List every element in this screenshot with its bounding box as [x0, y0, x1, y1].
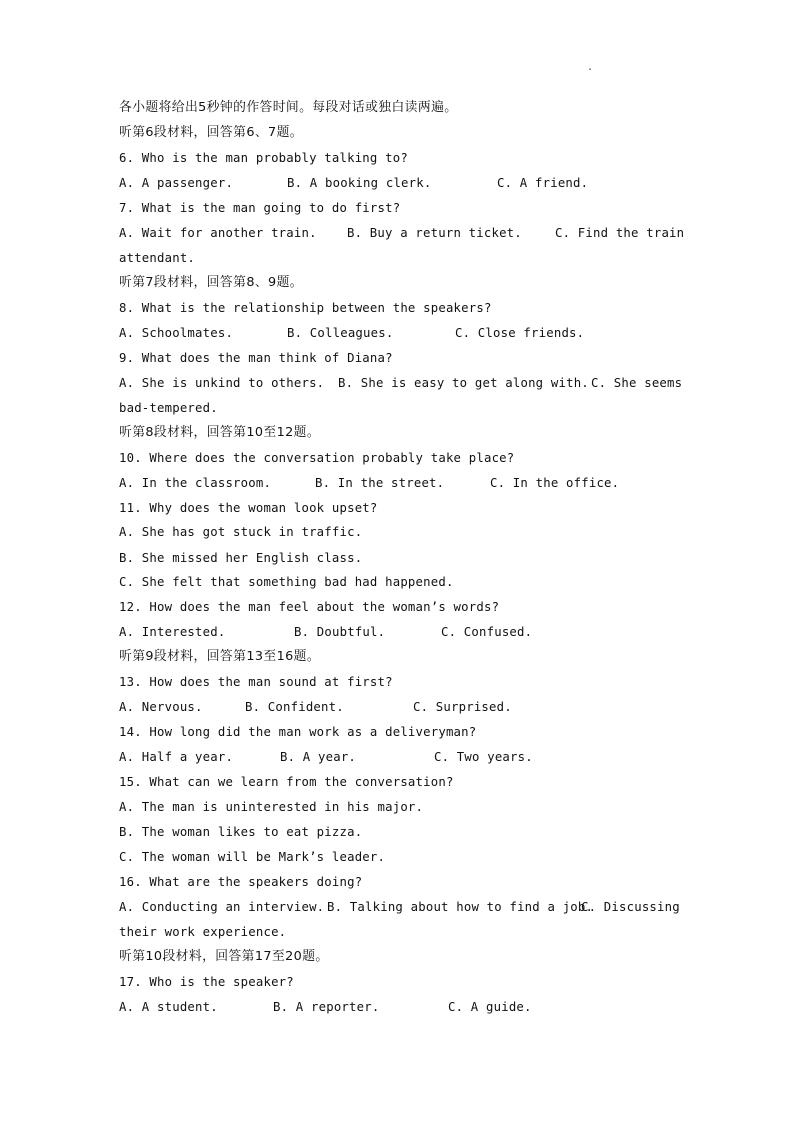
- question-14-stem: 14. How long did the man work as a deliveryman?: [119, 725, 477, 739]
- option-c: C. Surprised.: [413, 700, 512, 714]
- option-a: A. A passenger.: [119, 176, 234, 190]
- question-8-stem: 8. What is the relationship between the speakers?: [119, 301, 492, 315]
- option-b: B. Confident.: [245, 700, 344, 714]
- section-9-heading: 听第9段材料，回答第13至16题。: [119, 649, 321, 664]
- option-b: B. A reporter.: [273, 1000, 380, 1014]
- option-c: C. Close friends.: [455, 326, 585, 340]
- section-7-heading: 听第7段材料，回答第8、9题。: [119, 275, 303, 290]
- question-9-stem: 9. What does the man think of Diana?: [119, 351, 393, 365]
- question-11-stem: 11. Why does the woman look upset?: [119, 501, 378, 515]
- option-c-continued: attendant.: [119, 251, 196, 265]
- option-a: A. Half a year.: [119, 750, 234, 764]
- section-10-heading: 听第10段材料，回答第17至20题。: [119, 949, 329, 964]
- question-8-options: [119, 323, 679, 343]
- option-b: B. Buy a return ticket.: [347, 226, 522, 240]
- option-c: C. Confused.: [441, 625, 533, 639]
- option-b: B. A year.: [280, 750, 357, 764]
- question-13-options: [119, 697, 679, 717]
- question-11-option-a: A. She has got stuck in traffic.: [119, 525, 363, 539]
- option-b: B. Doubtful.: [294, 625, 386, 639]
- question-7-options: [119, 223, 685, 243]
- option-a: A. Schoolmates.: [119, 326, 234, 340]
- question-15-option-b: B. The woman likes to eat pizza.: [119, 825, 363, 839]
- question-9-options: [119, 373, 683, 393]
- question-11-option-b: B. She missed her English class.: [119, 551, 363, 565]
- option-b: B. A booking clerk.: [287, 176, 432, 190]
- option-a: A. Conducting an interview.: [119, 900, 325, 914]
- question-7-stem: 7. What is the man going to do first?: [119, 201, 401, 215]
- question-12-options: [119, 622, 679, 642]
- option-b: B. In the street.: [315, 476, 445, 490]
- option-b: B. Talking about how to find a job.: [327, 900, 594, 914]
- question-12-stem: 12. How does the man feel about the woman’s words?: [119, 600, 500, 614]
- option-c-continued: bad-tempered.: [119, 401, 218, 415]
- question-16-stem: 16. What are the speakers doing?: [119, 875, 363, 889]
- option-c: C. She seems: [591, 376, 683, 390]
- question-6-stem: 6. Who is the man probably talking to?: [119, 151, 408, 165]
- option-c: C. Discussing: [581, 900, 680, 914]
- option-c-continued: their work experience.: [119, 925, 287, 939]
- option-b: B. She is easy to get along with.: [338, 376, 589, 390]
- option-a: A. Wait for another train.: [119, 226, 317, 240]
- section-6-heading: 听第6段材料，回答第6、7题。: [119, 125, 303, 140]
- option-a: A. She is unkind to others.: [119, 376, 325, 390]
- question-17-stem: 17. Who is the speaker?: [119, 975, 294, 989]
- question-10-stem: 10. Where does the conversation probably take place?: [119, 451, 515, 465]
- option-a: A. Nervous.: [119, 700, 203, 714]
- instruction: 各小题将给出5秒钟的作答时间。每段对话或独白读两遍。: [119, 100, 458, 115]
- question-6-options: [119, 173, 679, 193]
- option-c: C. In the office.: [490, 476, 620, 490]
- header-mark: .: [587, 62, 594, 73]
- option-c: C. A friend.: [497, 176, 589, 190]
- option-c: C. Two years.: [434, 750, 533, 764]
- question-14-options: [119, 747, 679, 767]
- option-c: C. A guide.: [448, 1000, 532, 1014]
- question-11-option-c: C. She felt that something bad had happened.: [119, 575, 454, 589]
- question-15-option-a: A. The man is uninterested in his major.: [119, 800, 424, 814]
- question-10-options: [119, 473, 679, 493]
- question-13-stem: 13. How does the man sound at first?: [119, 675, 393, 689]
- question-15-stem: 15. What can we learn from the conversation?: [119, 775, 454, 789]
- option-a: A. A student.: [119, 1000, 218, 1014]
- question-17-options: [119, 997, 679, 1017]
- section-8-heading: 听第8段材料，回答第10至12题。: [119, 425, 321, 440]
- option-b: B. Colleagues.: [287, 326, 394, 340]
- option-a: A. Interested.: [119, 625, 226, 639]
- option-c: C. Find the train: [555, 226, 685, 240]
- question-15-option-c: C. The woman will be Mark’s leader.: [119, 850, 386, 864]
- question-16-options: [119, 897, 679, 917]
- option-a: A. In the classroom.: [119, 476, 272, 490]
